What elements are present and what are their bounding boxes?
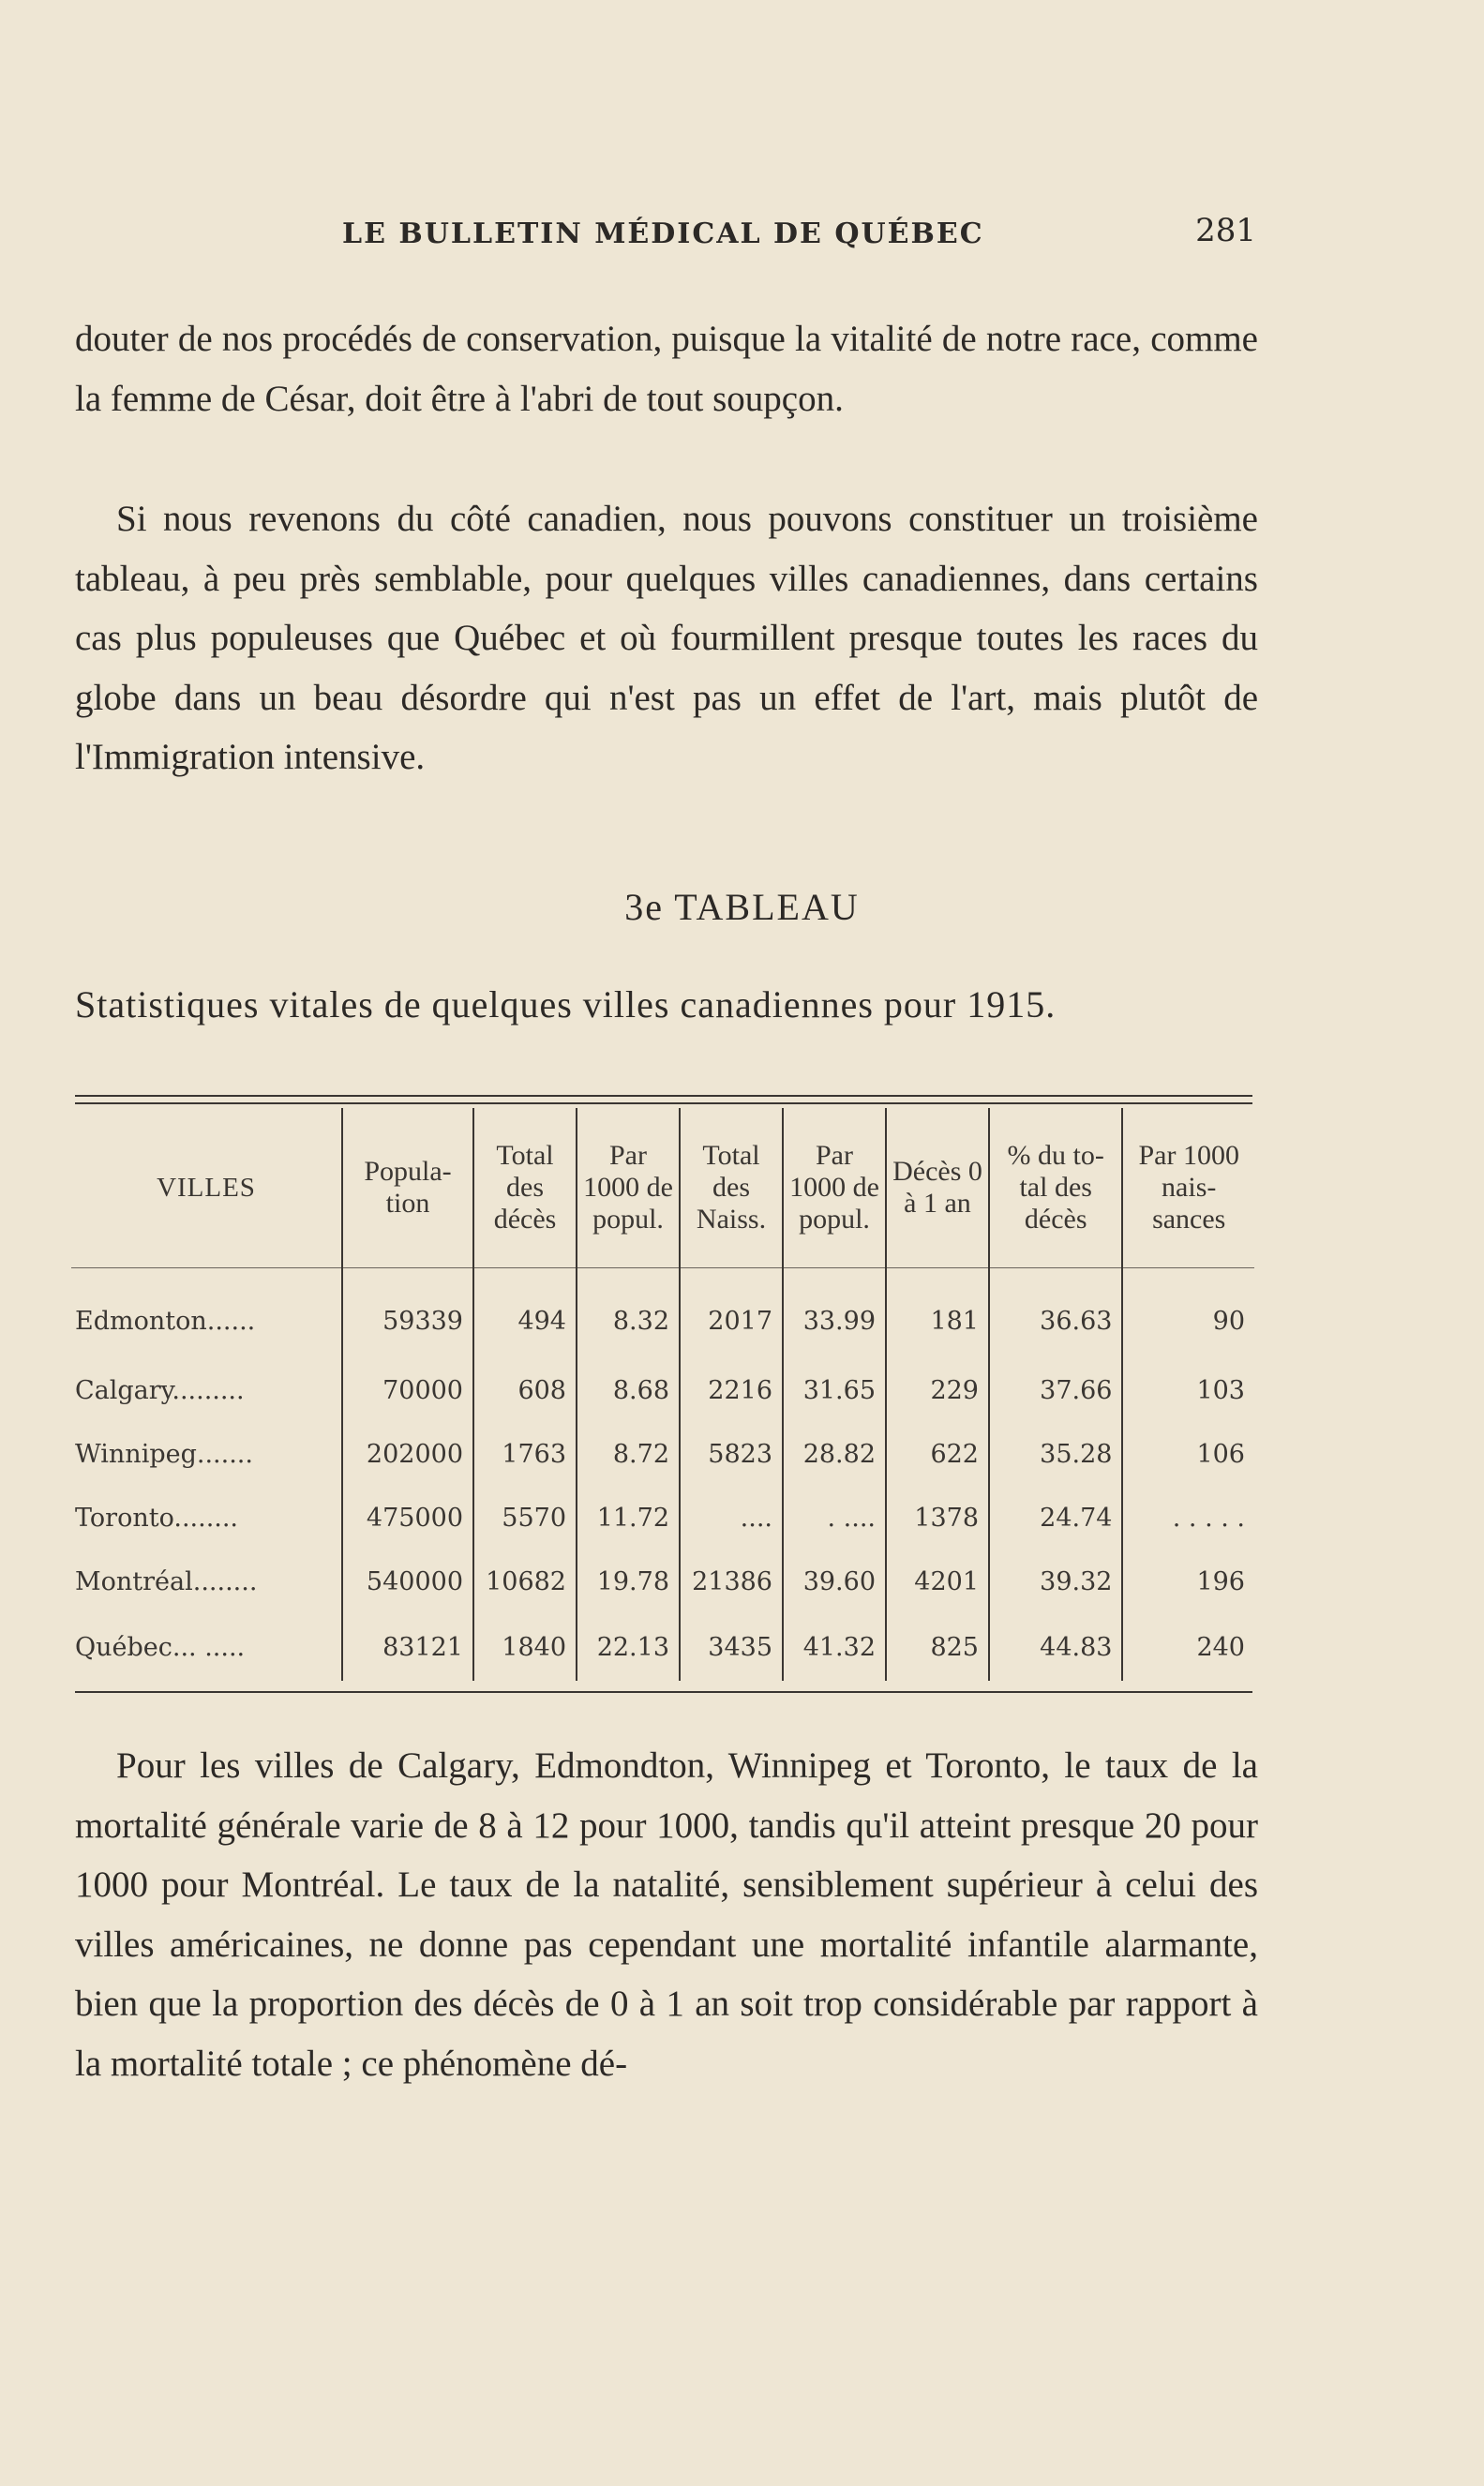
city-name: Montréal........: [75, 1566, 258, 1596]
par1000-naiss-cell: 90: [1122, 1268, 1254, 1359]
table-header-row: [71, 1108, 1254, 1268]
pct-deces-cell: 37.66: [989, 1358, 1122, 1422]
city-name: Toronto........: [75, 1503, 239, 1533]
table-title: 3e TABLEAU: [624, 886, 860, 928]
city-name: Winnipeg.......: [75, 1439, 253, 1469]
par1000-naiss-cell: 240: [1122, 1613, 1254, 1681]
taux-mortalite-cell: 8.72: [577, 1422, 680, 1486]
header-deces-0-1: Décès 0 à 1 an: [886, 1108, 989, 1268]
deces-0-1-cell: 4201: [886, 1550, 989, 1613]
par1000-naiss-cell: 103: [1122, 1358, 1254, 1422]
naissances-cell: 3435: [680, 1613, 783, 1681]
total-deces-cell: 1840: [473, 1613, 577, 1681]
population-cell: 540000: [342, 1550, 473, 1613]
total-deces-cell: 608: [473, 1358, 577, 1422]
pct-deces-cell: 39.32: [989, 1550, 1122, 1613]
par1000-naiss-cell: 196: [1122, 1550, 1254, 1613]
table-row: [71, 1486, 1254, 1550]
population-cell: 70000: [342, 1358, 473, 1422]
header-total-naissances: Total des Naiss.: [680, 1108, 783, 1268]
vital-statistics-table: [71, 1108, 1254, 1681]
table-row: [71, 1550, 1254, 1613]
city-name: Québec... .....: [75, 1632, 246, 1662]
page-number: 281: [1195, 212, 1256, 249]
table-row: [71, 1613, 1254, 1681]
paragraph-3: Pour les villes de Calgary, Edmondton, Winnipeg et Toronto, le taux de la mortalité générale varie de 8 à 12 pour 1000, tandis qu'il atteint presque 20 pour 1000 pour Montréal. Le taux de la natalité, sensiblement supérieur à celui des villes américaines, ne donne pas cependant une mortalité infantile alarmante, bien que la proportion des décès de 0 à 1 an soit trop considérable par rapport à la mortalité totale ; ce phénomène dé-: [75, 1745, 1258, 2084]
header-pct-deces: % du to-tal des décès: [989, 1108, 1122, 1268]
taux-mortalite-cell: 8.32: [577, 1268, 680, 1359]
par1000-naiss-cell: . . . . .: [1122, 1486, 1254, 1550]
header-par1000-popul-naiss: Par 1000 de popul.: [783, 1108, 886, 1268]
table-row: [71, 1268, 1254, 1359]
naissances-cell: 2017: [680, 1268, 783, 1359]
header-total-deces: Total des décès: [473, 1108, 577, 1268]
deces-0-1-cell: 181: [886, 1268, 989, 1359]
table-top-rule-inner: [75, 1102, 1252, 1104]
population-cell: 202000: [342, 1422, 473, 1486]
par1000-naiss-cell: 106: [1122, 1422, 1254, 1486]
total-deces-cell: 5570: [473, 1486, 577, 1550]
taux-natalite-cell: . ....: [783, 1486, 886, 1550]
taux-mortalite-cell: 19.78: [577, 1550, 680, 1613]
city-name: Calgary.........: [75, 1375, 245, 1405]
taux-mortalite-cell: 11.72: [577, 1486, 680, 1550]
pct-deces-cell: 44.83: [989, 1613, 1122, 1681]
journal-title: LE BULLETIN MÉDICAL DE QUÉBEC: [342, 217, 984, 250]
total-deces-cell: 1763: [473, 1422, 577, 1486]
paragraph-1: douter de nos procédés de conservation, puisque la vitalité de notre race, comme la femme de César, doit être à l'abri de tout soupçon.: [75, 319, 1258, 419]
table-row: [71, 1422, 1254, 1486]
deces-0-1-cell: 1378: [886, 1486, 989, 1550]
pct-deces-cell: 24.74: [989, 1486, 1122, 1550]
deces-0-1-cell: 825: [886, 1613, 989, 1681]
header-par1000-naissances: Par 1000 nais-sances: [1122, 1108, 1254, 1268]
naissances-cell: 5823: [680, 1422, 783, 1486]
taux-natalite-cell: 28.82: [783, 1422, 886, 1486]
paragraph-2: Si nous revenons du côté canadien, nous pouvons constituer un troisième tableau, à peu près semblable, pour quelques villes canadiennes, dans certains cas plus populeuses que Québec et où fourmillent presque toutes les races du globe dans un beau désordre qui n'est pas un effet de l'art, mais plutôt de l'Immigration intensive.: [75, 499, 1258, 777]
total-deces-cell: 10682: [473, 1550, 577, 1613]
pct-deces-cell: 36.63: [989, 1268, 1122, 1359]
population-cell: 59339: [342, 1268, 473, 1359]
pct-deces-cell: 35.28: [989, 1422, 1122, 1486]
taux-natalite-cell: 41.32: [783, 1613, 886, 1681]
naissances-cell: ....: [680, 1486, 783, 1550]
taux-natalite-cell: 31.65: [783, 1358, 886, 1422]
taux-natalite-cell: 33.99: [783, 1268, 886, 1359]
taux-mortalite-cell: 8.68: [577, 1358, 680, 1422]
header-population: Popula-tion: [342, 1108, 473, 1268]
total-deces-cell: 494: [473, 1268, 577, 1359]
header-par1000-popul-deces: Par 1000 de popul.: [577, 1108, 680, 1268]
running-header: [75, 212, 1266, 262]
table-row: [71, 1358, 1254, 1422]
naissances-cell: 21386: [680, 1550, 783, 1613]
table-top-rule: [75, 1095, 1252, 1097]
table-subtitle: Statistiques vitales de quelques villes canadiennes pour 1915.: [75, 983, 1057, 1026]
taux-mortalite-cell: 22.13: [577, 1613, 680, 1681]
taux-natalite-cell: 39.60: [783, 1550, 886, 1613]
city-name: Edmonton......: [75, 1306, 256, 1336]
population-cell: 475000: [342, 1486, 473, 1550]
header-villes: VILLES: [71, 1108, 342, 1268]
naissances-cell: 2216: [680, 1358, 783, 1422]
table-bottom-rule: [75, 1691, 1252, 1693]
deces-0-1-cell: 229: [886, 1358, 989, 1422]
deces-0-1-cell: 622: [886, 1422, 989, 1486]
population-cell: 83121: [342, 1613, 473, 1681]
